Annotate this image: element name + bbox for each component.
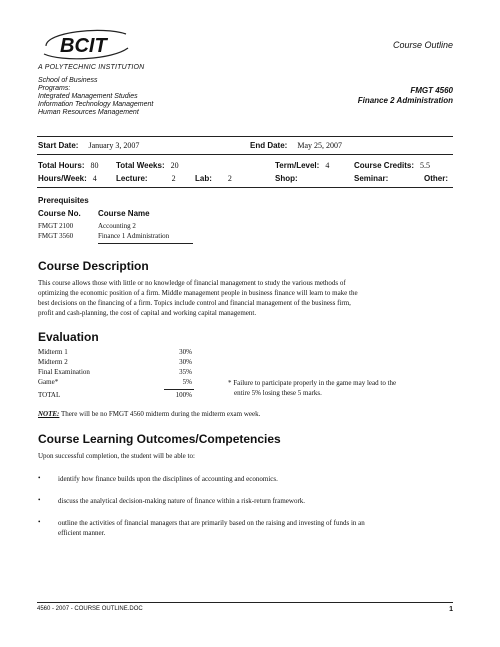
outcomes-intro: Upon successful completion, the student will be able to: [38,452,195,460]
lab-label: Lab: [195,174,212,183]
doc-title: Course Outline [392,40,453,50]
start-date-label: Start Date: [38,141,79,150]
prereq-course-no: FMGT 3560 [38,232,74,240]
hours-week-value: 4 [92,174,97,183]
bullet-icon: • [38,518,41,526]
bullet-icon: • [38,474,41,482]
other-label: Other: [424,174,448,183]
eval-total-pct: 100% [175,391,192,399]
eval-item-name: Midterm 2 [38,358,68,366]
prereq-course-no: FMGT 2100 [38,222,74,230]
outcome-line: discuss the analytical decision-making nature of finance within a risk-return framework. [58,497,306,505]
divider [98,243,193,244]
eval-item-name: Game* [38,378,59,386]
total-hours-value: 80 [90,161,99,170]
seminar-label: Seminar: [354,174,389,183]
course-code: FMGT 4560 [410,86,453,95]
eval-footnote-line: entire 5% losing these 5 marks. [234,389,322,397]
total-weeks [116,161,179,170]
divider [37,187,453,188]
end-date-label: End Date: [250,141,288,150]
outcome-line: outline the activities of financial managers that are primarily based on the raising and investing of funds in an [58,519,365,527]
divider [37,154,453,155]
footer-divider [37,602,453,603]
course-credits-label: Course Credits: [354,161,415,170]
evaluation-heading: Evaluation [38,330,99,344]
description-line: optimizing the economic position of a firm. Middle management people in business finance will learn to make the [38,289,358,297]
term-level-value: 4 [325,161,330,170]
prereq-course-name: Accounting 2 [98,222,136,230]
divider [164,389,194,390]
prerequisites-title: Prerequisites [38,196,89,205]
note-label: NOTE: [38,410,60,418]
course-name: Finance 2 Administration [357,95,453,105]
bullet-icon: • [38,496,41,504]
description-line: This course allows those with little or no knowledge of financial management to study the various methods of [38,279,346,287]
course-credits-value: 5.5 [420,161,431,170]
eval-total-name: TOTAL [38,391,61,399]
bcit-logo [42,24,132,66]
outcome-line: identify how finance builds upon the disciplines of accounting and economics. [58,475,278,483]
footer-filename: 4560 - 2007 - COURSE OUTLINE.DOC [37,606,143,612]
description-line: best decisions on the financing of a firm. Topics include control and financial management of the business firm, [38,299,351,307]
shop-label: Shop: [275,174,298,183]
total-weeks-label: Total Weeks: [116,161,165,170]
tagline: A POLYTECHNIC INSTITUTION [38,64,145,71]
program-item: Information Technology Management [38,101,154,108]
lab [195,174,232,183]
eval-item-name: Midterm 1 [38,348,68,356]
total-hours [38,161,99,170]
description-line: profit and cash-planning, the cost of capital and working capital management. [38,309,257,317]
course-description-heading: Course Description [38,259,149,273]
outcome-line: efficient manner. [58,529,106,537]
end-date [250,141,342,150]
logo-text: BCIT [60,35,107,57]
term-level-label: Term/Level: [275,161,320,170]
eval-item-pct: 35% [179,368,192,376]
course-credits [354,161,430,170]
other [424,174,448,183]
eval-item-pct: 30% [179,348,192,356]
programs-label: Programs: [38,85,71,92]
prereq-course-name: Finance 1 Administration [98,232,170,240]
prereq-col-name: Course Name [98,209,150,218]
eval-item-name: Final Examination [38,368,90,376]
total-hours-label: Total Hours: [38,161,85,170]
page-number: 1 [449,606,453,613]
hours-week [38,174,97,183]
seminar [354,174,388,183]
divider [37,136,453,137]
program-item: Human Resources Management [38,109,139,116]
start-date [38,141,139,150]
lecture-value: 2 [171,174,176,183]
eval-item-pct: 30% [179,358,192,366]
course-id [358,86,453,105]
midterm-note [38,410,260,418]
outcome-item [58,496,305,506]
lab-value: 2 [227,174,232,183]
outcome-item [58,518,468,538]
course-description-text [38,278,468,318]
end-date-value: May 25, 2007 [297,141,343,150]
hours-week-label: Hours/Week: [38,174,87,183]
eval-item-pct: 5% [182,378,192,386]
shop [275,174,298,183]
note-text: There will be no FMGT 4560 midterm during the midterm exam week. [59,410,261,418]
total-weeks-value: 20 [170,161,179,170]
eval-footnote-line: * Failure to participate properly in the game may lead to the [228,379,397,387]
lecture-label: Lecture: [116,174,148,183]
prereq-col-no: Course No. [38,209,81,218]
outcome-item [58,474,278,484]
lecture [116,174,176,183]
outcomes-heading: Course Learning Outcomes/Competencies [38,432,281,446]
start-date-value: January 3, 2007 [88,141,140,150]
term-level [275,161,329,170]
school-name: School of Business [38,77,98,84]
program-item: Integrated Management Studies [38,93,138,100]
school-programs [38,77,153,117]
